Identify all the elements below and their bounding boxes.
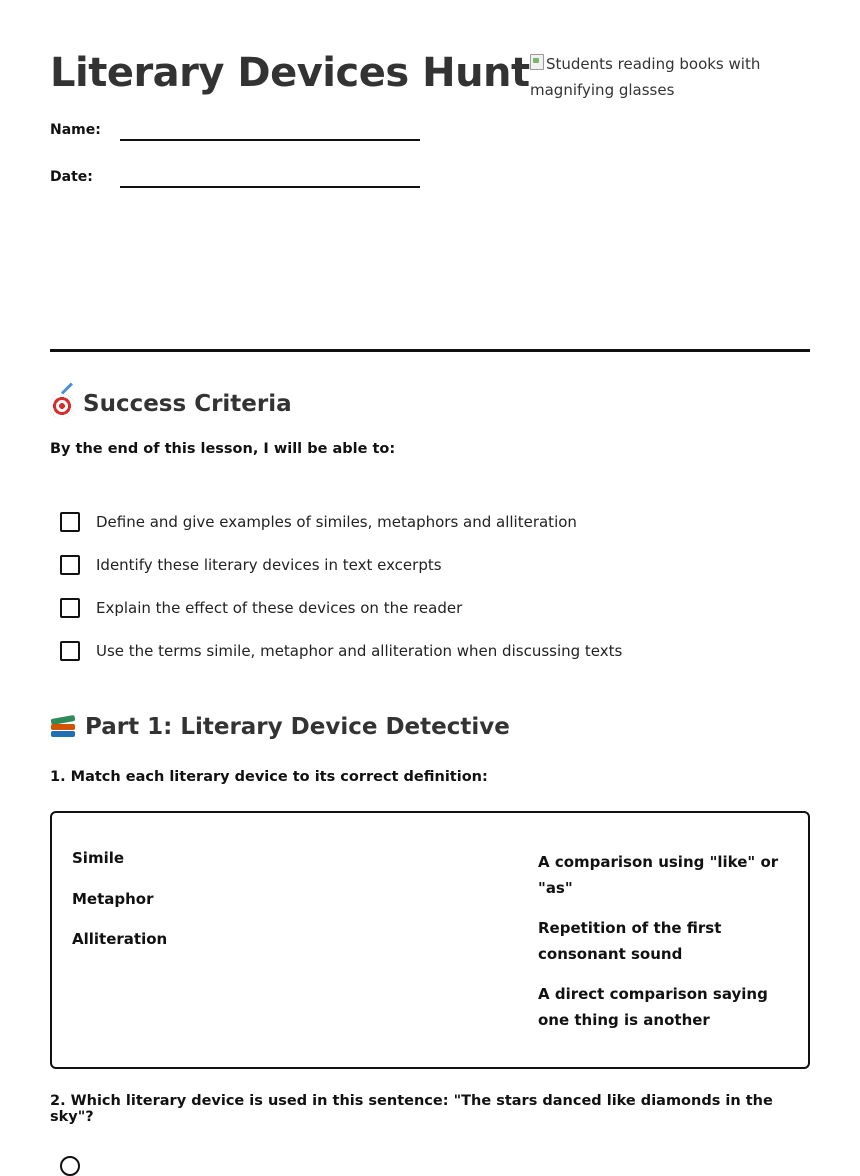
target-icon: [50, 394, 74, 418]
criteria-text: Identify these literary devices in text excerpts: [96, 555, 442, 574]
hero-image: [530, 51, 790, 103]
page-title: Literary Devices Hunt: [50, 50, 530, 96]
answer-radio[interactable]: [60, 1156, 80, 1176]
date-field-row: [50, 169, 450, 199]
term-item[interactable]: Metaphor: [72, 889, 154, 908]
success-criteria-intro: By the end of this lesson, I will be able to:: [50, 441, 396, 457]
name-field-row: [50, 122, 450, 152]
success-criteria-list: [60, 500, 800, 672]
criteria-checkbox[interactable]: [60, 512, 80, 532]
criteria-item[interactable]: [60, 586, 800, 629]
success-criteria-heading: [50, 390, 292, 418]
criteria-item[interactable]: [60, 543, 800, 586]
question-1: 1. Match each literary device to its correct definition:: [50, 769, 488, 785]
part1-heading-text: Part 1: Literary Device Detective: [85, 714, 510, 740]
term-item[interactable]: Simile: [72, 849, 125, 867]
date-field[interactable]: [120, 186, 420, 188]
books-icon: [50, 715, 76, 739]
criteria-item[interactable]: [60, 629, 800, 672]
matching-box: [50, 811, 810, 1069]
success-criteria-heading-text: Success Criteria: [83, 391, 292, 417]
section-divider: [50, 349, 810, 352]
definition-item[interactable]: A comparison using "like" or "as": [538, 853, 779, 897]
broken-image-icon: [530, 54, 544, 70]
criteria-checkbox[interactable]: [60, 641, 80, 661]
term-item[interactable]: Alliteration: [72, 930, 168, 948]
name-field[interactable]: [120, 139, 420, 141]
definition-item[interactable]: Repetition of the first consonant sound: [538, 919, 722, 963]
criteria-checkbox[interactable]: [60, 598, 80, 618]
question-2: 2. Which literary device is used in this sentence: "The stars danced like diamonds in the sky"?: [50, 1093, 773, 1125]
name-label: Name:: [50, 122, 101, 138]
worksheet-page: [50, 0, 810, 1161]
criteria-text: Define and give examples of similes, metaphors and alliteration: [96, 512, 577, 531]
date-label: Date:: [50, 169, 93, 185]
definition-item[interactable]: A direct comparison saying one thing is another: [538, 985, 768, 1029]
definition-list: [538, 849, 798, 1047]
hero-image-alt-text: Students reading books with magnifying glasses: [530, 55, 761, 99]
criteria-text: Use the terms simile, metaphor and alliteration when discussing texts: [96, 641, 623, 660]
criteria-text: Explain the effect of these devices on the reader: [96, 598, 463, 617]
part1-heading: [50, 714, 510, 740]
term-list: [72, 849, 167, 971]
criteria-item[interactable]: [60, 500, 800, 543]
criteria-checkbox[interactable]: [60, 555, 80, 575]
